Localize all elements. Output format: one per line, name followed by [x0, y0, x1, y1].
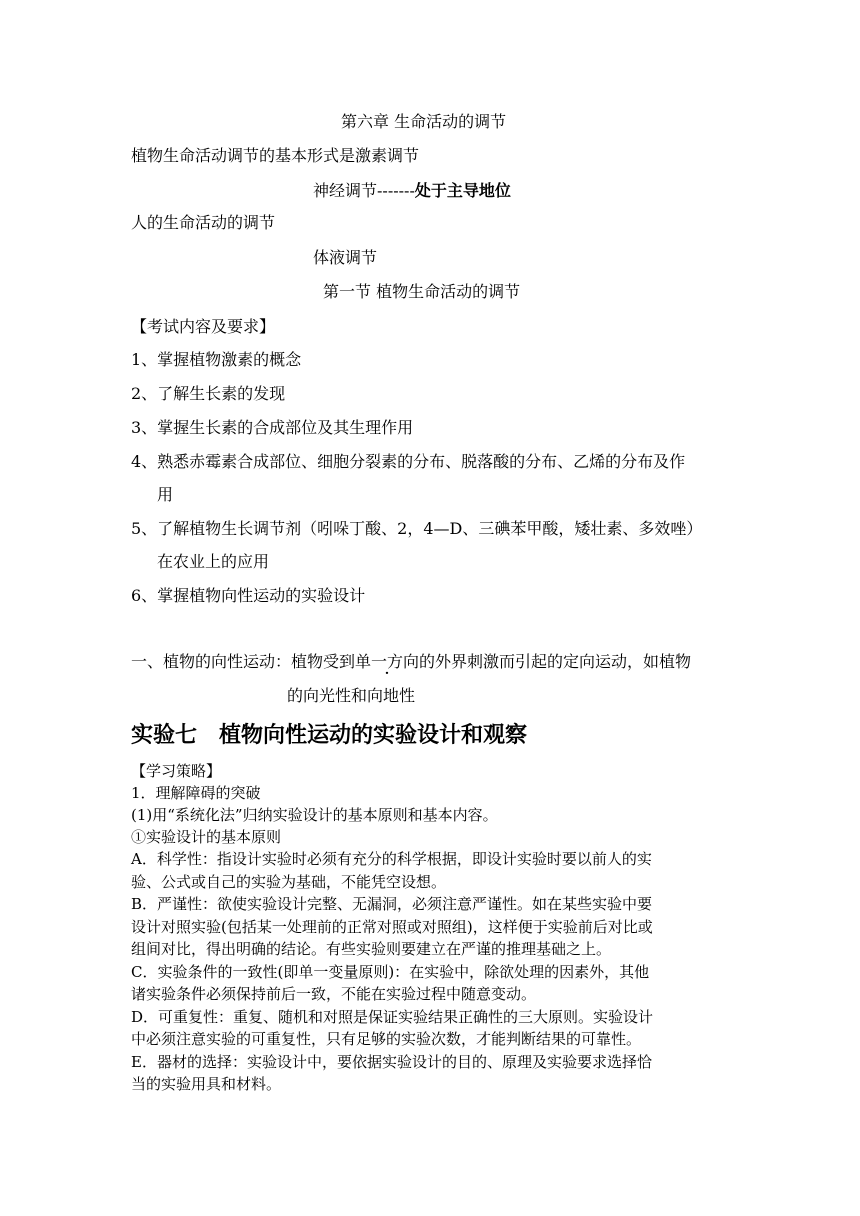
experiment-line: 中必须注意实验的可重复性，只有足够的实验次数，才能判断结果的可靠性。 [131, 1030, 642, 1048]
plant-regulation-line: 植物生命活动调节的基本形式是激素调节 [131, 146, 420, 165]
tropism-prefix: 一、植物的向性运动：植物受到 [131, 652, 356, 671]
requirement-item: 4、熟悉赤霉素合成部位、细胞分裂素的分布、脱落酸的分布、乙烯的分布及作 [131, 452, 686, 471]
nerve-regulation-line [313, 181, 511, 201]
experiment-line: C．实验条件的一致性(即单一变量原则)：在实验中，除欲处理的因素外，其他 [131, 963, 650, 981]
requirement-item: 1、掌握植物激素的概念 [131, 350, 302, 369]
strategy-header: 【学习策略】 [131, 762, 222, 780]
humoral-regulation-line: 体液调节 [313, 248, 378, 267]
experiment-line: 验、公式或自己的实验为基础，不能凭空设想。 [131, 873, 447, 891]
experiment-line: ①实验设计的基本原则 [131, 828, 282, 846]
tropism-definition [131, 652, 691, 672]
nerve-regulation-role: 处于主导地位 [414, 181, 511, 200]
nerve-regulation-label: 神经调节------- [313, 181, 415, 200]
experiment-line: B．严谨性：欲使实验设计完整、无漏洞，必须注意严谨性。如在某些实验中要 [131, 895, 653, 913]
experiment-line: 诸实验条件必须保持前后一致，不能在实验过程中随意变动。 [131, 985, 537, 1003]
chapter-title: 第六章 生命活动的调节 [341, 112, 507, 131]
tropism-emphasis: 单一方向 [355, 652, 420, 671]
section-title: 第一节 植物生命活动的调节 [323, 282, 521, 301]
experiment-line: 当的实验用具和材料。 [131, 1075, 282, 1093]
experiment-title: 实验七 植物向性运动的实验设计和观察 [131, 723, 528, 748]
exam-requirements-header: 【考试内容及要求】 [131, 317, 276, 336]
human-regulation-line: 人的生命活动的调节 [131, 213, 276, 232]
experiment-line: E．器材的选择：实验设计中，要依据实验设计的目的、原理及实验要求选择恰 [131, 1053, 652, 1071]
requirement-item-continued: 在农业上的应用 [157, 552, 270, 571]
requirement-item-continued: 用 [157, 485, 174, 504]
requirement-item: 5、了解植物生长调节剂（吲哚丁酸、2，4—D、三碘苯甲酸，矮壮素、多效唑） [131, 519, 703, 538]
experiment-line: A．科学性：指设计实验时必须有充分的科学根据，即设计实验时要以前人的实 [131, 850, 652, 868]
requirement-item: 6、掌握植物向性运动的实验设计 [131, 586, 366, 605]
tropism-suffix: 的外界刺激而引起的定向运动，如植物 [419, 652, 692, 671]
requirement-item: 3、掌握生长素的合成部位及其生理作用 [131, 418, 414, 437]
tropism-definition-continued: 的向光性和向地性 [287, 686, 416, 705]
experiment-line: D．可重复性：重复、随机和对照是保证实验结果正确性的三大原则。实验设计 [131, 1008, 654, 1026]
experiment-line: 组间对比，得出明确的结论。有些实验则要建立在严谨的推理基础之上。 [131, 940, 612, 958]
experiment-line: 1．理解障碍的突破 [131, 784, 261, 802]
experiment-line: (1)用“系统化法”归纳实验设计的基本原则和基本内容。 [131, 806, 498, 824]
requirement-item: 2、了解生长素的发现 [131, 384, 286, 403]
experiment-line: 设计对照实验(包括某一处理前的正常对照或对照组)，这样便于实验前后对比或 [131, 918, 653, 936]
